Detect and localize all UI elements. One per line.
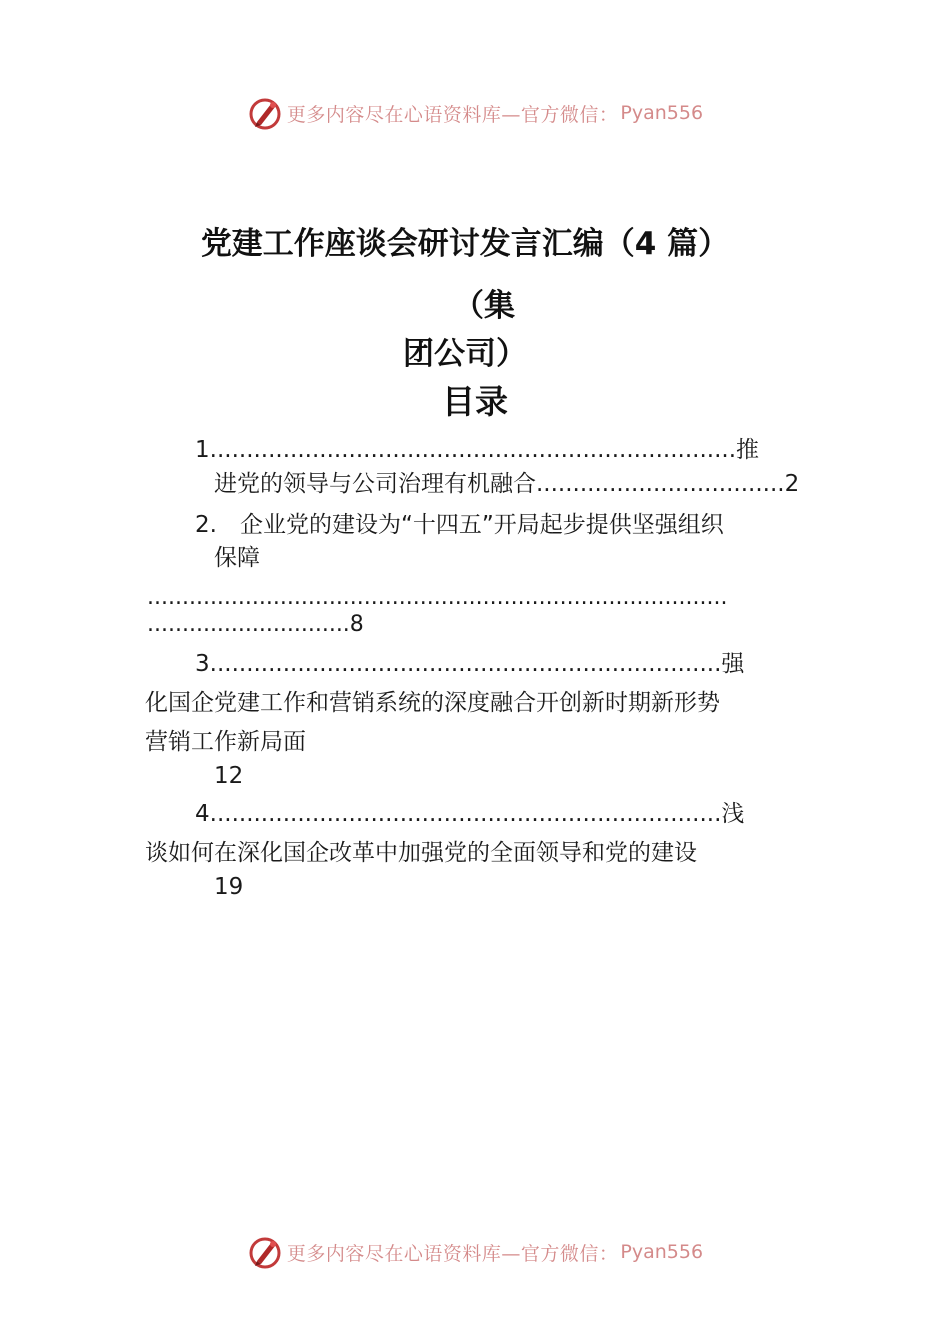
toc-entry-2-body[interactable]: 保障 xyxy=(214,545,260,571)
toc-entry-4-page[interactable]: 19 xyxy=(214,874,244,900)
toc-entry-2-page[interactable]: .............................8 xyxy=(147,612,364,637)
toc-entry-3-head[interactable]: 3......................................................................强 xyxy=(195,651,745,677)
toc-entry-1-head[interactable]: 1........................................................................推 xyxy=(195,437,760,463)
toc-entry-4-head[interactable]: 4......................................................................浅 xyxy=(195,801,745,827)
document-title-line3: 团公司） xyxy=(403,336,527,372)
toc-heading: 目录 xyxy=(442,382,508,421)
toc-entry-3-body1[interactable]: 化国企党建工作和营销系统的深度融合开创新时期新形势 xyxy=(145,690,720,716)
footer-watermark xyxy=(0,1232,950,1272)
header-watermark xyxy=(0,93,950,133)
pen-logo-icon xyxy=(247,1234,283,1270)
watermark-text: 更多内容尽在心语资料库—官方微信： xyxy=(286,103,619,126)
watermark-wechat: Pyan556 xyxy=(620,1241,704,1263)
watermark-text: 更多内容尽在心语资料库—官方微信： xyxy=(286,1242,619,1265)
toc-entry-2-dots: ................................................................................... xyxy=(147,585,728,610)
toc-entry-1-body[interactable]: 进党的领导与公司治理有机融合..................................2 xyxy=(214,471,800,497)
toc-entry-3-page[interactable]: 12 xyxy=(214,763,244,789)
watermark-wechat: Pyan556 xyxy=(620,102,704,124)
document-title-line1: 党建工作座谈会研讨发言汇编（4 篇） xyxy=(200,226,730,262)
pen-logo-icon xyxy=(247,95,283,131)
toc-entry-4-body[interactable]: 谈如何在深化国企改革中加强党的全面领导和党的建设 xyxy=(145,840,697,866)
toc-entry-2-head[interactable]: 2. 企业党的建设为“十四五”开局起步提供坚强组织 xyxy=(195,512,724,538)
document-title-line2: （集 xyxy=(453,288,515,324)
toc-entry-3-body2[interactable]: 营销工作新局面 xyxy=(145,729,306,755)
